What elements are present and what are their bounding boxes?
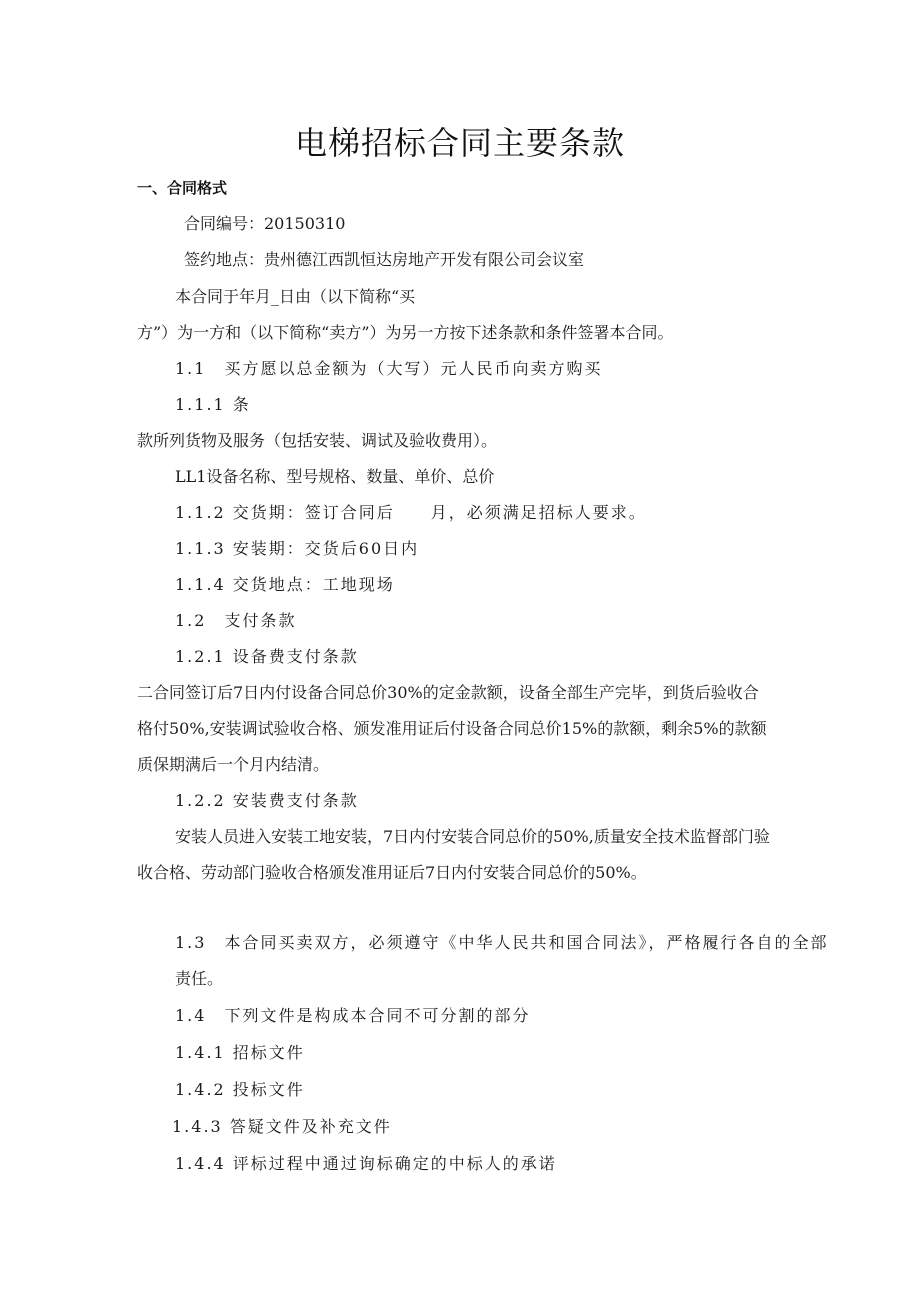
clause-1-4-2: 1.4.2 投标文件 bbox=[175, 1080, 305, 1099]
document-title: 电梯招标合同主要条款 bbox=[294, 124, 625, 162]
clause-1-2-2: 1.2.2 安装费支付条款 bbox=[175, 791, 359, 810]
clause-1-1-2: 1.1.2 交货期：签订合同后 月，必须满足招标人要求。 bbox=[175, 503, 647, 522]
payment-paragraph-line-1: 二合同签订后7日内付设备合同总价30%的定金款额，设备全部生产完毕，到货后验收合 bbox=[137, 683, 759, 702]
installation-payment-line-1: 安装人员进入安装工地安装，7日内付安装合同总价的50%,质量安全技术监督部门验 bbox=[175, 827, 770, 846]
clause-1-1-4: 1.1.4 交货地点：工地现场 bbox=[175, 575, 395, 594]
clause-1-2: 1.2 支付条款 bbox=[175, 611, 297, 630]
clause-1-4-4: 1.4.4 评标过程中通过询标确定的中标人的承诺 bbox=[175, 1154, 557, 1173]
payment-paragraph-line-2: 格付50%,安装调试验收合格、颁发准用证后付设备合同总价15%的款额，剩余5%的款额 bbox=[137, 719, 767, 738]
contract-number-line: 合同编号：20150310 bbox=[184, 214, 346, 233]
installation-payment-line-2: 收合格、劳动部门验收合格颁发准用证后7日内付安装合同总价的50%。 bbox=[137, 863, 647, 882]
clause-1-2-1: 1.2.1 设备费支付条款 bbox=[175, 647, 359, 666]
clause-1-1-3: 1.1.3 安装期：交货后60日内 bbox=[175, 539, 420, 558]
contract-intro-line-1: 本合同于年月_日由（以下简称“买 bbox=[175, 287, 416, 306]
clause-1-4-3: 1.4.3 答疑文件及补充文件 bbox=[172, 1117, 392, 1136]
clause-1-3: 1.3 本合同买卖双方，必须遵守《中华人民共和国合同法》，严格履行各自的全部 bbox=[175, 933, 829, 952]
clause-1-4-1: 1.4.1 招标文件 bbox=[175, 1043, 305, 1062]
clause-1-3-continued: 责任。 bbox=[175, 969, 224, 988]
section-heading-contract-format: 一、合同格式 bbox=[137, 179, 228, 197]
contract-intro-line-2: 方”）为一方和（以下简称“卖方”）为另一方按下述条款和条件签署本合同。 bbox=[137, 323, 674, 342]
clause-ll1: LL1设备名称、型号规格、数量、单价、总价 bbox=[175, 467, 495, 486]
clause-1-1-1: 1.1.1 条 bbox=[175, 395, 251, 414]
clause-1-1-1-continued: 款所列货物及服务（包括安装、调试及验收费用）。 bbox=[137, 431, 498, 450]
signing-location-line: 签约地点：贵州德江西凯恒达房地产开发有限公司会议室 bbox=[184, 250, 585, 269]
clause-1-1: 1.1 买方愿以总金额为（大写）元人民币向卖方购买 bbox=[175, 359, 603, 378]
payment-paragraph-line-3: 质保期满后一个月内结清。 bbox=[137, 755, 330, 774]
clause-1-4: 1.4 下列文件是构成本合同不可分割的部分 bbox=[175, 1006, 531, 1025]
